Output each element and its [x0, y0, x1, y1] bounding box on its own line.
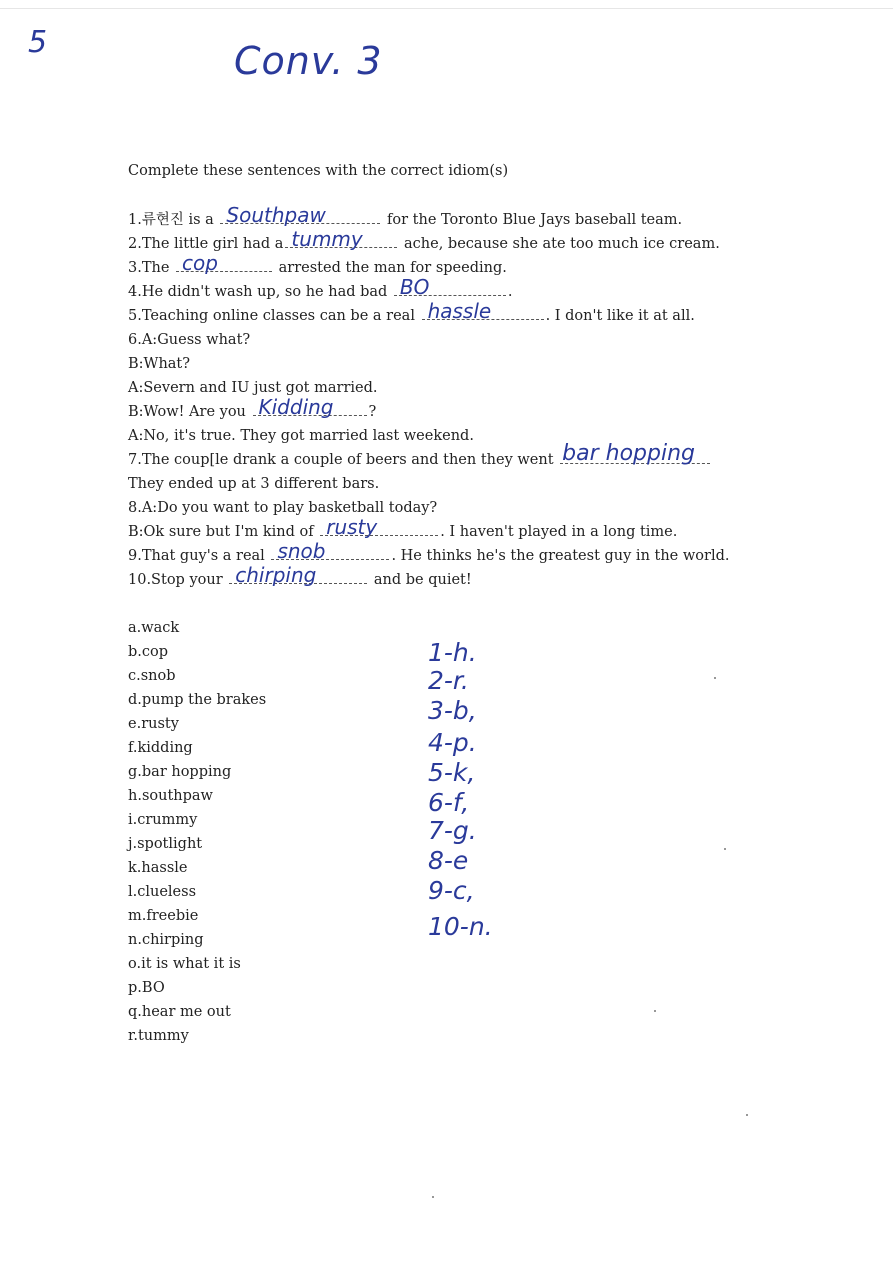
answer-key-item: 9-c,: [428, 876, 475, 905]
option-item: g.bar hopping: [128, 764, 232, 780]
scan-speck: [432, 1196, 434, 1198]
answer-key-item: 4-p.: [428, 728, 477, 757]
option-item: d.pump the brakes: [128, 692, 267, 708]
option-item: p.BO: [128, 980, 165, 996]
sentence-2: 2.The little girl had a tummy ache, because she ate too much ice cream.: [128, 227, 720, 252]
sentence-8a: 8.A:Do you want to play basketball today?: [128, 500, 438, 516]
sentence-1: 1.류현진 is a Southpaw for the Toronto Blue Jays baseball team.: [128, 203, 683, 228]
option-item: r.tummy: [128, 1028, 189, 1044]
answer-blank[interactable]: rusty: [320, 521, 438, 536]
sentence-7: 7.The coup[le drank a couple of beers and then they went bar hopping: [128, 448, 712, 472]
sentence-6a: 6.A:Guess what?: [128, 332, 251, 348]
sentence-6c: A:Severn and IU just got married.: [128, 380, 378, 396]
option-item: q.hear me out: [128, 1004, 231, 1020]
option-item: j.spotlight: [128, 836, 203, 852]
option-item: k.hassle: [128, 860, 188, 876]
option-item: a.wack: [128, 620, 180, 636]
sentence-7b: They ended up at 3 different bars.: [128, 476, 380, 492]
answer-blank[interactable]: cop: [176, 257, 272, 272]
sentence-6d: B:Wow! Are you Kidding ?: [128, 395, 377, 420]
answer-key-item: 5-k,: [428, 758, 476, 787]
option-item: e.rusty: [128, 716, 179, 732]
scan-speck: [714, 677, 716, 679]
answer-key-item: 2-r.: [428, 666, 469, 695]
answer-blank[interactable]: chirping: [229, 569, 367, 584]
option-item: f.kidding: [128, 740, 193, 756]
option-item: o.it is what it is: [128, 956, 241, 972]
answer-blank[interactable]: snob: [271, 545, 389, 560]
scan-speck: [746, 1114, 748, 1116]
answer-key-item: 1-h.: [428, 638, 477, 667]
answer-blank[interactable]: tummy: [285, 233, 397, 248]
sentence-4: 4.He didn't wash up, so he had bad BO .: [128, 275, 513, 300]
scan-speck: [724, 848, 726, 850]
sentence-8b: B:Ok sure but I'm kind of rusty . I haven't played in a long time.: [128, 515, 678, 540]
option-item: h.southpaw: [128, 788, 213, 804]
answer-blank[interactable]: Southpaw: [220, 209, 380, 224]
option-item: i.crummy: [128, 812, 198, 828]
answer-key-item: 8-e: [428, 846, 469, 875]
option-item: b.cop: [128, 644, 169, 660]
page-edge-line: [0, 8, 893, 9]
answer-key-item: 3-b,: [428, 696, 477, 725]
option-item: n.chirping: [128, 932, 204, 948]
answer-key-item: 6-f,: [428, 788, 470, 817]
answer-blank[interactable]: hassle: [422, 305, 544, 320]
instruction-text: Complete these sentences with the correct idiom(s): [128, 163, 509, 179]
sentence-9: 9.That guy's a real snob . He thinks he's the greatest guy in the world.: [128, 539, 730, 564]
answer-blank[interactable]: bar hopping: [560, 449, 710, 464]
sentence-6b: B:What?: [128, 356, 191, 372]
handwritten-score: 5: [28, 25, 48, 60]
option-item: l.clueless: [128, 884, 197, 900]
sentence-6e: A:No, it's true. They got married last weekend.: [128, 428, 474, 444]
sentence-5: 5.Teaching online classes can be a real hassle . I don't like it at all.: [128, 299, 695, 324]
sentence-3: 3.The cop arrested the man for speeding.: [128, 251, 507, 276]
answer-blank[interactable]: Kidding: [253, 401, 367, 416]
option-item: c.snob: [128, 668, 176, 684]
option-item: m.freebie: [128, 908, 199, 924]
answer-key-item: 10-n.: [428, 912, 493, 941]
handwritten-title: Conv. 3: [234, 39, 383, 83]
scan-speck: [654, 1010, 656, 1012]
answer-key-item: 7-g.: [428, 816, 477, 845]
sentence-10: 10.Stop your chirping and be quiet!: [128, 563, 472, 588]
answer-blank[interactable]: BO: [394, 281, 506, 296]
